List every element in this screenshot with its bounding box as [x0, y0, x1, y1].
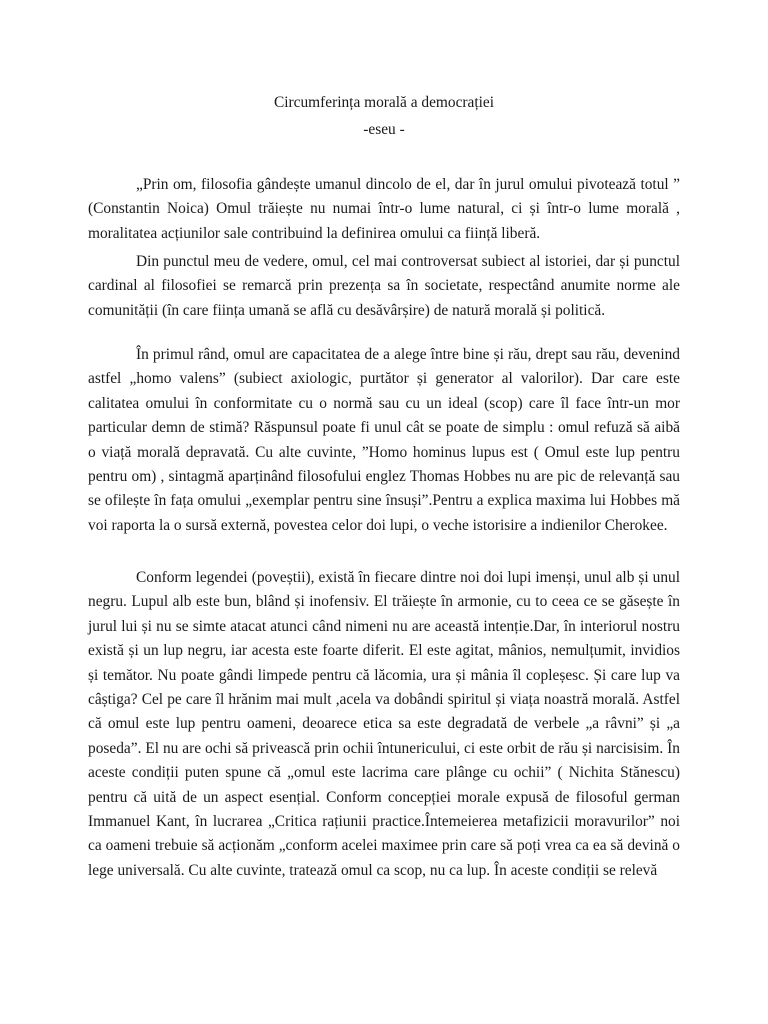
paragraph-3: În primul rând, omul are capacitatea de a alege între bine și rău, drept sau rău, devenind astfel „homo valens” (subiect axiologic, purtător și generator al valorilor). Dar care este calitatea omului în conformitate cu o normă sau cu un ideal (scop) care îl face într-un mor particular demn de stimă? Răspunsul poate fi unul cât se poate de simplu : omul refuză să aibă o viață morală depravată. Cu alte cuvinte, ”Homo hominus lupus est ( Omul este lup pentru pentru om) , sintagmă aparținând filosofului englez Thomas Hobbes nu are pic de relevanță sau se ofilește în fața omului „exemplar pentru sine însuși”.Pentru a explica maxima lui Hobbes mă voi raporta la o sursă externă, povestea celor doi lupi, o veche istorisire a indienilor Cherokee.	[88, 346, 680, 534]
paragraph-4: Conform legendei (poveștii), există în fiecare dintre noi doi lupi imenși, unul alb și unul negru. Lupul alb este bun, blând și inofensiv. El trăiește în armonie, cu to ceea ce se găsește în jurul lui și nu se simte atacat atunci când nimeni nu are această intenție.Dar, în interiorul nostru există și un lup negru, iar acesta este foarte diferit. El este agitat, mânios, nemulțumit, invidios și temător. Nu poate gândi limpede pentru că lăcomia, ura și mânia îl copleșesc. Și care lup va câștiga? Cel pe care îl hrănim mai mult ,acela va dobândi spiritul și viața noastră morală. Astfel că omul este lup pentru oameni, deoarece etica sa este degradată de verbele „a râvni” și „a poseda”. El nu are ochi să privească prin ochii întunericului, ci este orbit de rău și narcisisim. În aceste condiții puten spune că „omul este lacrima care plânge cu ochii” ( Nichita Stănescu) pentru că uită de un aspect esențial. Conform concepției morale expusă de filosoful german Immanuel Kant, în lucrarea „Critica rațiunii practice.Întemeierea metafizicii moravurilor” noi ca oameni trebuie să acționăm „conform acelei maximee prin care să poți vrea ca ea să devină o lege universală. Cu alte cuvinte, tratează omul ca scop, nu ca lup. În aceste condiții se relevă	[88, 569, 680, 879]
document-subtitle: -eseu -	[363, 121, 405, 138]
paragraph-1: „Prin om, filosofia gândește umanul dincolo de el, dar în jurul omului pivotează totul ” (Constantin Noica) Omul trăiește nu numai într-o lume natural, ci și într-o lume morală , moralitatea acțiunilor sale contribuind la definirea omului ca ființă liberă.	[88, 176, 680, 242]
document-title: Circumferința morală a democrației	[273, 94, 495, 111]
paragraph-2: Din punctul meu de vedere, omul, cel mai controversat subiect al istoriei, dar și punctul cardinal al filosofiei se remarcă prin prezența sa în societate, respectând anumite norme ale comunității (în care ființa umană se află cu desăvârșire) de natură morală și politică.	[88, 253, 680, 319]
